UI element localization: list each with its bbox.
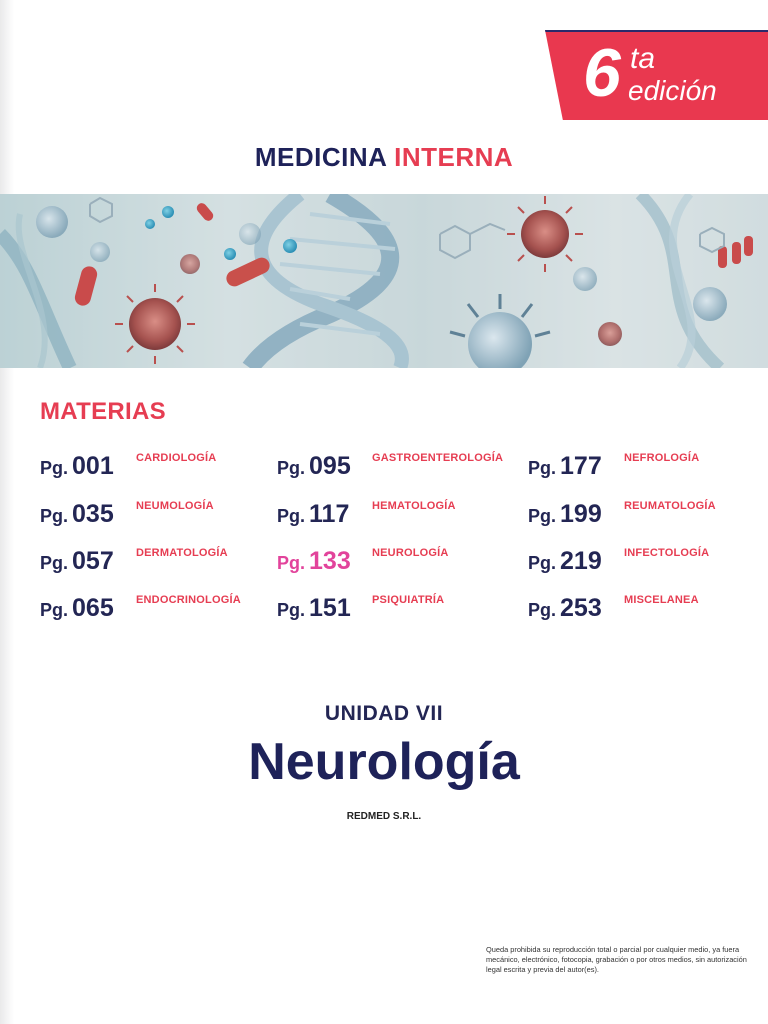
subject-item (40, 547, 270, 581)
page-prefix: Pg. (277, 458, 306, 478)
subject-name: ENDOCRINOLOGÍA (136, 594, 241, 606)
page-number: 253 (560, 594, 602, 622)
page-number: 133 (309, 547, 351, 575)
page-prefix: Pg. (277, 600, 306, 620)
subject-name: CARDIOLOGÍA (136, 452, 217, 464)
book-title (0, 142, 768, 173)
page-number: 001 (72, 452, 114, 480)
subject-item (277, 594, 507, 628)
subject-name: INFECTOLOGÍA (624, 547, 710, 559)
edition-suffix: ta (630, 42, 656, 75)
publisher: REDMED S.R.L. (346, 811, 422, 822)
title-part-1: MEDICINA (254, 142, 395, 172)
subject-item (40, 594, 270, 628)
banner-illustration (0, 194, 768, 368)
page-prefix: Pg. (40, 553, 69, 573)
subject-name: REUMATOLOGÍA (624, 500, 716, 512)
subject-item (528, 500, 758, 534)
page-number: 219 (560, 547, 602, 575)
subject-item (528, 547, 758, 581)
page-prefix: Pg. (528, 553, 557, 573)
subject-item (40, 500, 270, 534)
subject-name: GASTROENTEROLOGÍA (372, 452, 504, 464)
subject-item (277, 452, 507, 486)
page-number: 117 (309, 500, 350, 528)
subject-name: PSIQUIATRÍA (372, 594, 445, 606)
subject-name: MISCELANEA (624, 594, 699, 606)
page-prefix: Pg. (40, 506, 69, 526)
page-number: 065 (72, 594, 114, 622)
subject-item (528, 452, 758, 486)
page-prefix: Pg. (40, 600, 69, 620)
edition-number: 6 (583, 35, 621, 111)
subject-item (528, 594, 758, 628)
unit-label: UNIDAD VII (324, 702, 444, 725)
page-prefix: Pg. (528, 600, 557, 620)
subject-name: DERMATOLOGÍA (136, 547, 228, 559)
copyright-notice: Queda prohibida su reproducción total o parcial por cualquier medio, ya fuera mecánico, electrónico, fotocopia, grabación o por otros medios, sin autorización legal escrita y previa del autor(es). (486, 945, 747, 974)
page-number: 035 (72, 500, 114, 528)
dna-virus-illustration (0, 194, 768, 368)
subjects-heading: MATERIAS (40, 398, 166, 425)
page-prefix: Pg. (277, 506, 306, 526)
title-part-2: INTERNA (394, 142, 514, 172)
unit-title: Neurología (248, 733, 520, 791)
page-number: 095 (309, 452, 351, 480)
subject-name: NEUMOLOGÍA (136, 500, 214, 512)
subject-item (277, 547, 507, 581)
page-number: 151 (309, 594, 351, 622)
subject-name: HEMATOLOGÍA (372, 500, 456, 512)
subject-item (40, 452, 270, 486)
page-number: 199 (560, 500, 602, 528)
page-prefix: Pg. (528, 458, 557, 478)
edition-word: edición (628, 75, 717, 106)
page-number: 177 (560, 452, 602, 480)
page-prefix: Pg. (528, 506, 557, 526)
subject-name: NEFROLOGÍA (624, 452, 700, 464)
page-number: 057 (72, 547, 114, 575)
subject-name: NEUROLOGÍA (372, 547, 449, 559)
page-prefix: Pg. (40, 458, 69, 478)
subject-item (277, 500, 507, 534)
page-prefix: Pg. (277, 553, 306, 573)
